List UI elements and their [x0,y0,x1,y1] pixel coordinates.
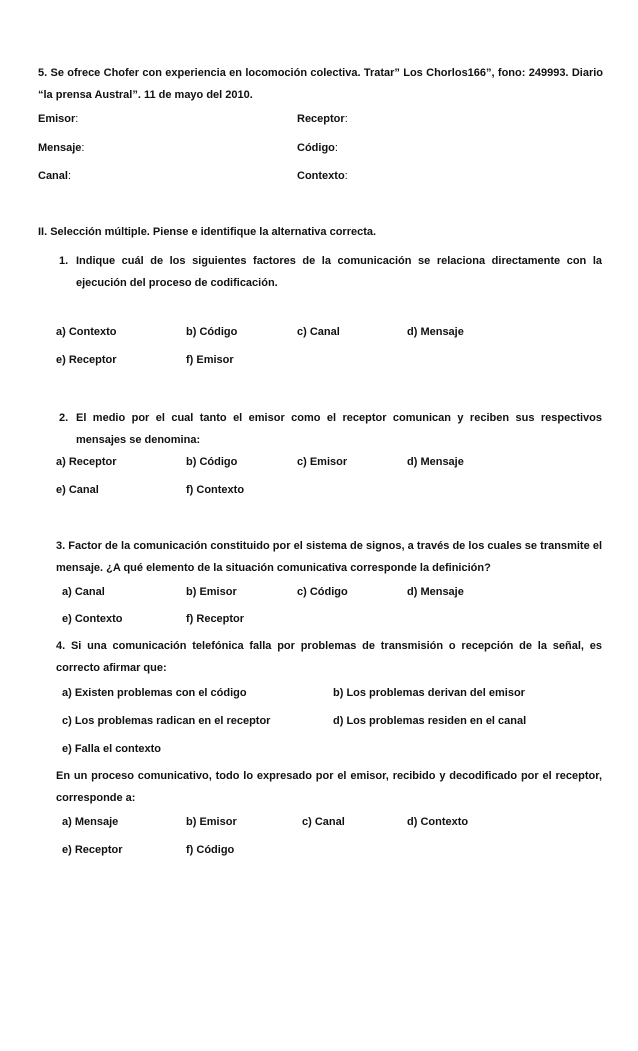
q5-option-b: b) Emisor [186,816,237,828]
q2-option-b: b) Código [186,456,238,468]
q2-option-c: c) Emisor [297,456,348,468]
label-emisor: Emisor: [38,113,79,125]
q2-option-a: a) Receptor [56,456,117,468]
q4-option-e: e) Falla el contexto [62,743,162,755]
label-mensaje: Mensaje: [38,142,85,154]
q4-option-b: b) Los problemas derivan del emisor [333,687,525,699]
item5-text: 5. Se ofrece Chofer con experiencia en locomoción colectiva. Tratar” Los Chorlos166”, fono: 249993. Diario “la prensa Austral”. 11 de mayo del 2010. [38,67,603,101]
q3-text: 3. Factor de la comunicación constituido por el sistema de signos, a través de los cuales se transmite el mensaje. ¿A qué elemento de la situación comunicativa corresponde la definición? [56,540,602,574]
q4-option-c: c) Los problemas radican en el receptor [62,715,271,727]
q1-option-d: d) Mensaje [407,326,464,338]
q1-option-b: b) Código [186,326,238,338]
q3-option-d: d) Mensaje [407,586,464,598]
section-title: II. Selección múltiple. Piense e identifique la alternativa correcta. [38,226,377,238]
q1-option-e: e) Receptor [56,354,117,366]
q1-option-c: c) Canal [297,326,340,338]
q2-option-d: d) Mensaje [407,456,464,468]
q5-option-e: e) Receptor [62,844,123,856]
q3-option-c: c) Código [297,586,348,598]
q1-option-a: a) Contexto [56,326,117,338]
q2-option-f: f) Contexto [186,484,245,496]
q4-option-a: a) Existen problemas con el código [62,687,247,699]
q5-option-c: c) Canal [302,816,345,828]
q3-option-f: f) Receptor [186,613,245,625]
q2-text: El medio por el cual tanto el emisor como el receptor comunican y reciben sus respectivos mensajes se denomina: [76,412,602,446]
q3-option-a: a) Canal [62,586,105,598]
label-receptor: Receptor: [297,113,348,125]
q5-option-f: f) Código [186,844,235,856]
q4-text: 4. Si una comunicación telefónica falla por problemas de transmisión o recepción de la señal, es correcto afirmar que: [56,640,602,674]
q5-option-d: d) Contexto [407,816,469,828]
q4-option-d: d) Los problemas residen en el canal [333,715,527,727]
q2-option-e: e) Canal [56,484,99,496]
label-codigo: Código: [297,142,338,154]
label-contexto: Contexto: [297,170,348,182]
q5-text: En un proceso comunicativo, todo lo expresado por el emisor, recibido y decodificado por el receptor, corresponde a: [56,770,602,804]
q5-option-a: a) Mensaje [62,816,119,828]
q1-option-f: f) Emisor [186,354,234,366]
q2-number: 2. [59,412,69,424]
q3-option-b: b) Emisor [186,586,237,598]
q1-number: 1. [59,255,69,267]
q3-option-e: e) Contexto [62,613,123,625]
label-canal: Canal: [38,170,72,182]
q1-text: Indique cuál de los siguientes factores de la comunicación se relaciona directamente con la ejecución del proceso de codificación. [76,255,602,289]
